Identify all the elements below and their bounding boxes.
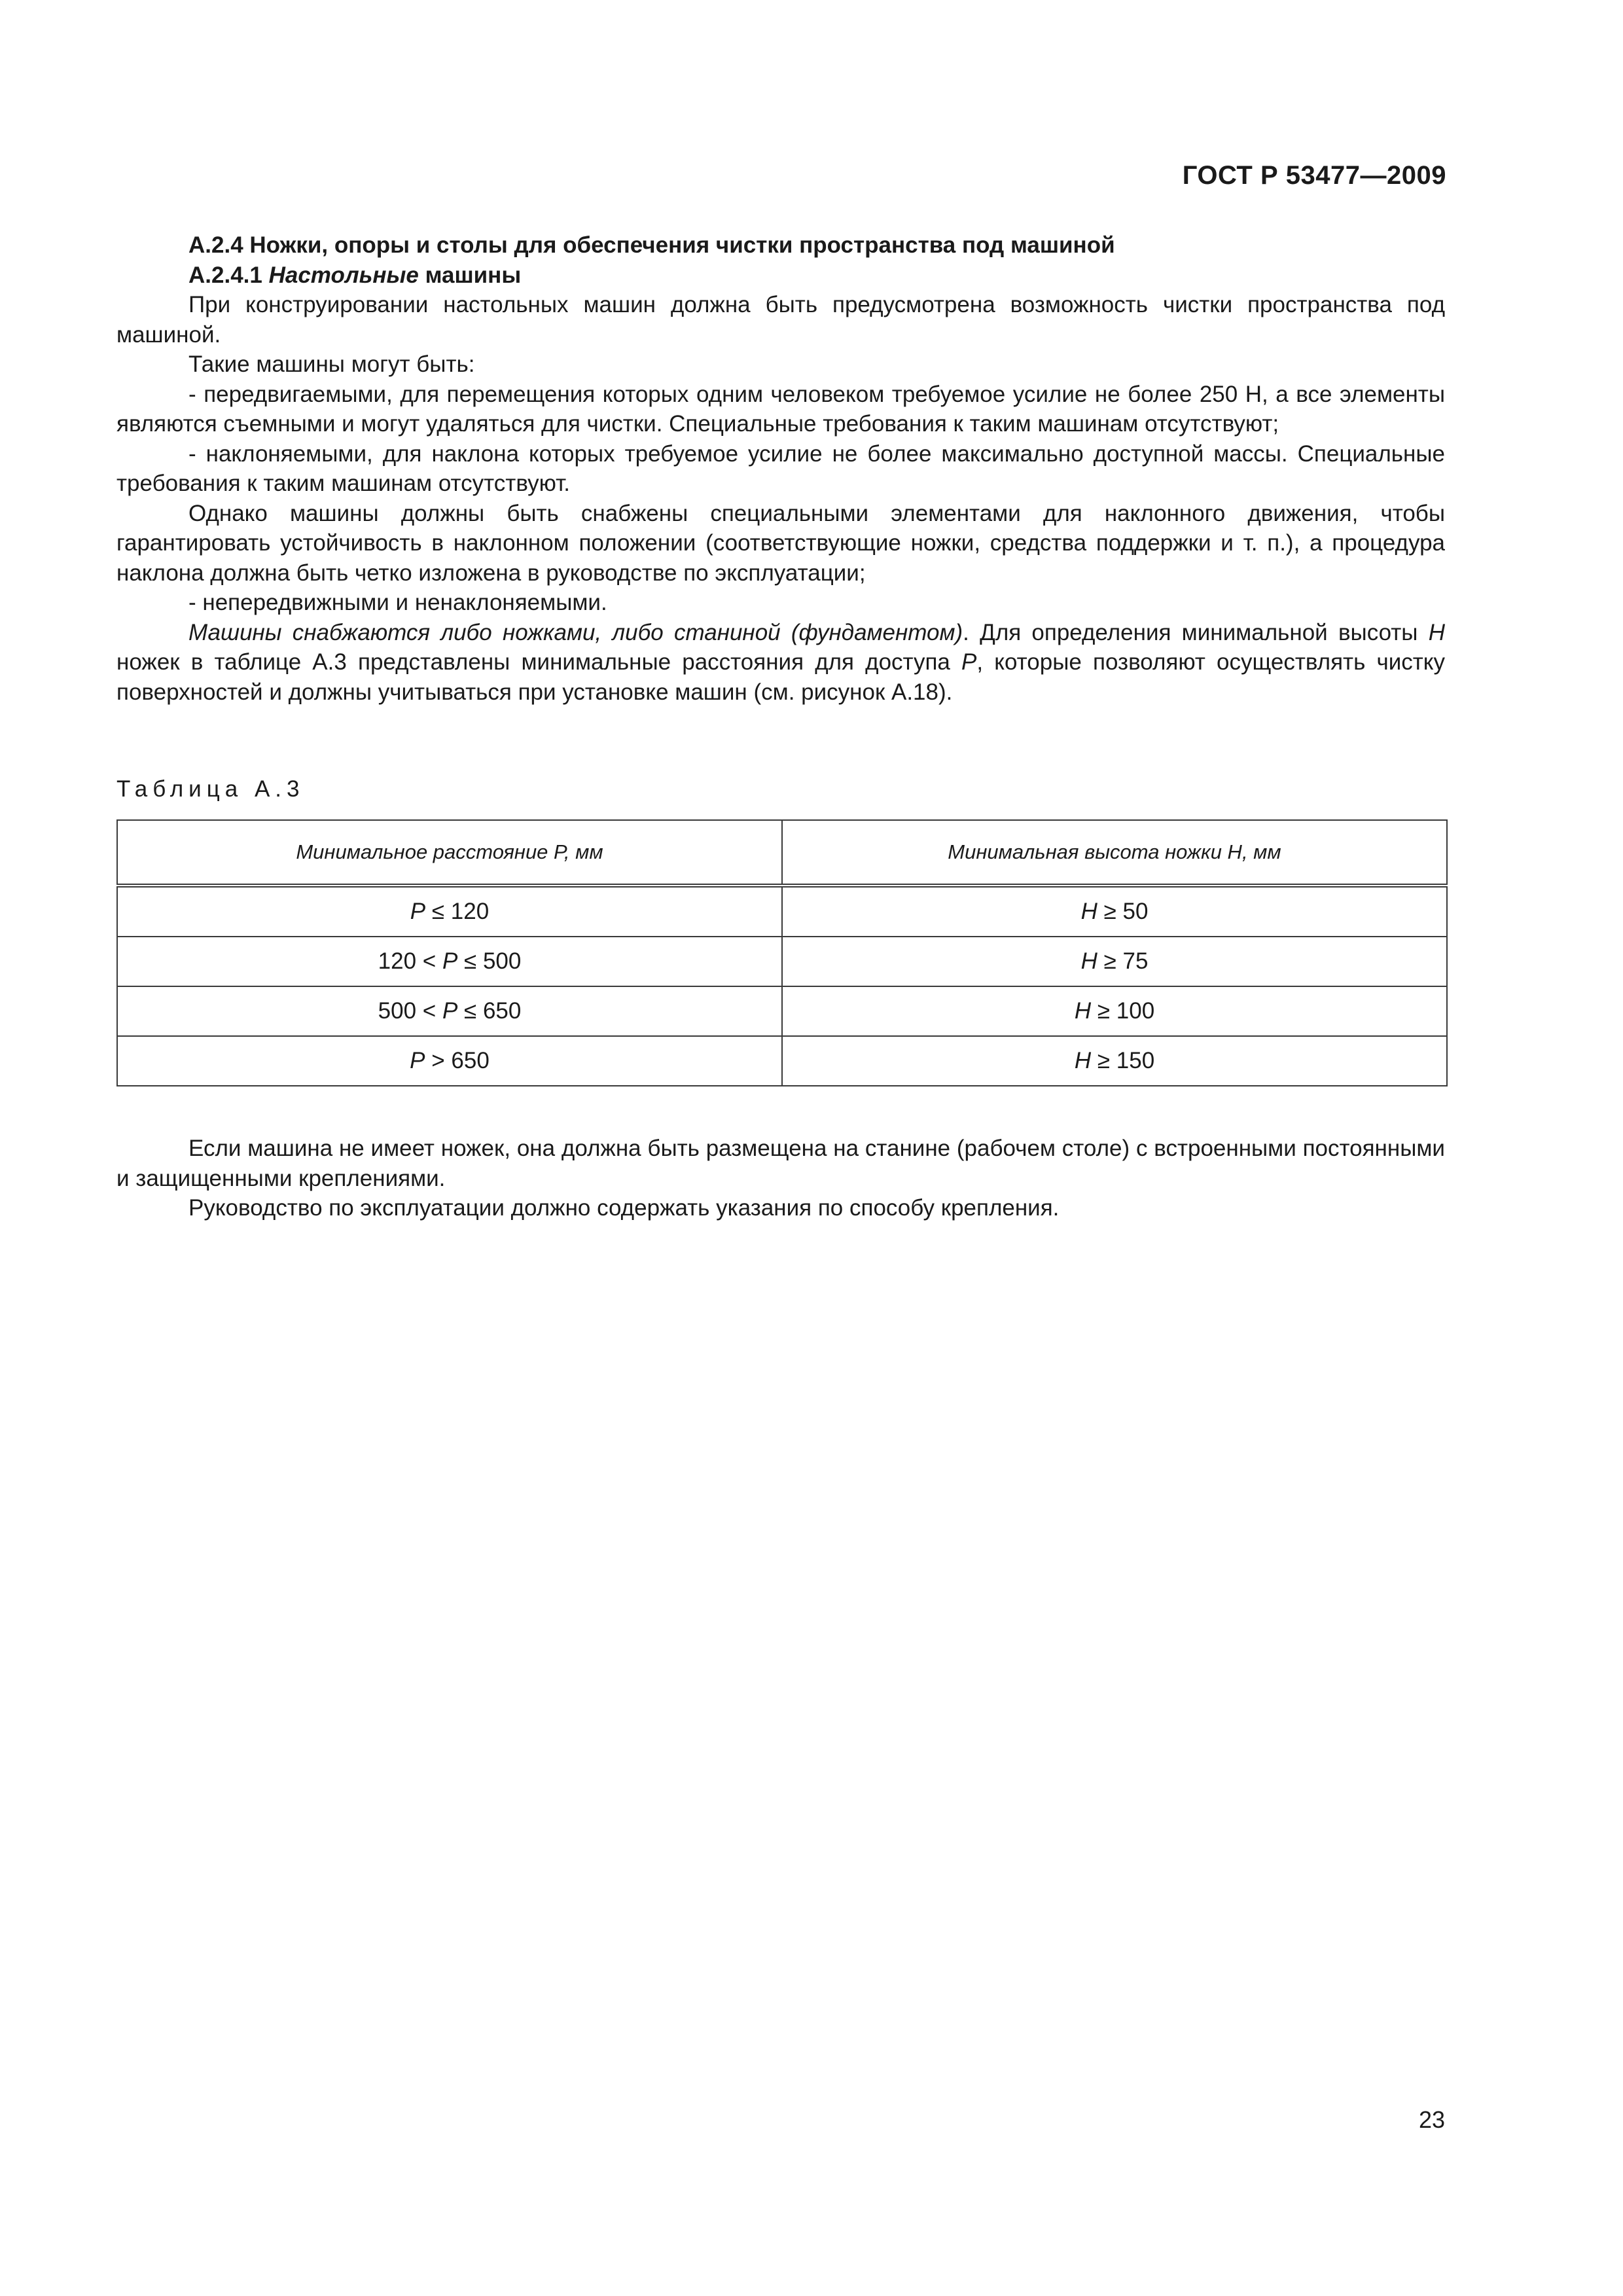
list-item: - наклоняемыми, для наклона которых требуемое усилие не более максимально доступной массы. Специальные требования к таким машинам отсутствуют. (116, 440, 1445, 496)
subsection-italic-word: Настольные (268, 262, 419, 288)
list-item: - передвигаемыми, для перемещения которых одним человеком требуемое усилие не более 250 Н, а все элементы являются съемными и могут удаляться для чистки. Специальные требования к таким машинам отсутствуют; (116, 381, 1445, 437)
table-row (117, 937, 1447, 986)
italic-phrase: Машины снабжаются либо ножками, либо станиной (фундаментом) (188, 619, 963, 645)
table-cell: P ≤ 120 (117, 886, 782, 937)
table-header-row (117, 820, 1447, 886)
column-header-height: Минимальная высота ножки Н, мм (782, 820, 1447, 886)
paragraph: Такие машины могут быть: (188, 351, 475, 377)
variable-p: P (961, 649, 977, 675)
table-row (117, 986, 1447, 1036)
subsection-heading (116, 260, 1445, 291)
section-heading: А.2.4 Ножки, опоры и столы для обеспечения чистки пространства под машиной (188, 232, 1115, 258)
page-number: 23 (1418, 2106, 1445, 2133)
text-fragment: ножек в таблице А.3 представлены минимальные расстояния для доступа (116, 649, 962, 675)
subsection-rest: машины (418, 262, 522, 288)
paragraph-mixed (116, 618, 1445, 708)
table-cell: 500 < P ≤ 650 (117, 986, 782, 1036)
after-table-body (116, 1134, 1445, 1223)
text-fragment: , которые позволяют осуществлять чистку поверхностей и должны учитываться при установке машин (см. рисунок А.18). (116, 649, 1445, 705)
paragraph: Однако машины должны быть снабжены специальными элементами для наклонного движения, чтобы гарантировать устойчивость в наклонном положении (соответствующие ножки, средства поддержки и т. п.), а процедура наклона должна быть четко изложена в руководстве по эксплуатации; (116, 500, 1445, 586)
table-cell: H ≥ 75 (782, 937, 1447, 986)
document-code: ГОСТ Р 53477—2009 (1182, 161, 1446, 190)
paragraph: Если машина не имеет ножек, она должна быть размещена на станине (рабочем столе) с встроенными постоянными и защищенными креплениями. (116, 1136, 1445, 1191)
section-body (116, 230, 1445, 707)
table-cell: 120 < P ≤ 500 (117, 937, 782, 986)
variable-h: H (1428, 619, 1445, 645)
text-fragment: . Для определения минимальной высоты (963, 619, 1429, 645)
subsection-number: А.2.4.1 (188, 262, 269, 288)
table-cell: H ≥ 100 (782, 986, 1447, 1036)
table-cell: H ≥ 50 (782, 886, 1447, 937)
table-row (117, 886, 1447, 937)
table-row (117, 1036, 1447, 1086)
column-header-distance: Минимальное расстояние Р, мм (117, 820, 782, 886)
paragraph: Руководство по эксплуатации должно содержать указания по способу крепления. (188, 1195, 1060, 1221)
table-caption: Таблица А.3 (116, 776, 305, 802)
table-cell: P > 650 (117, 1036, 782, 1086)
list-item: - непередвижными и ненаклоняемыми. (188, 590, 607, 615)
table-cell: H ≥ 150 (782, 1036, 1447, 1086)
data-table (116, 819, 1448, 1086)
paragraph: При конструировании настольных машин должна быть предусмотрена возможность чистки пространства под машиной. (116, 292, 1445, 348)
